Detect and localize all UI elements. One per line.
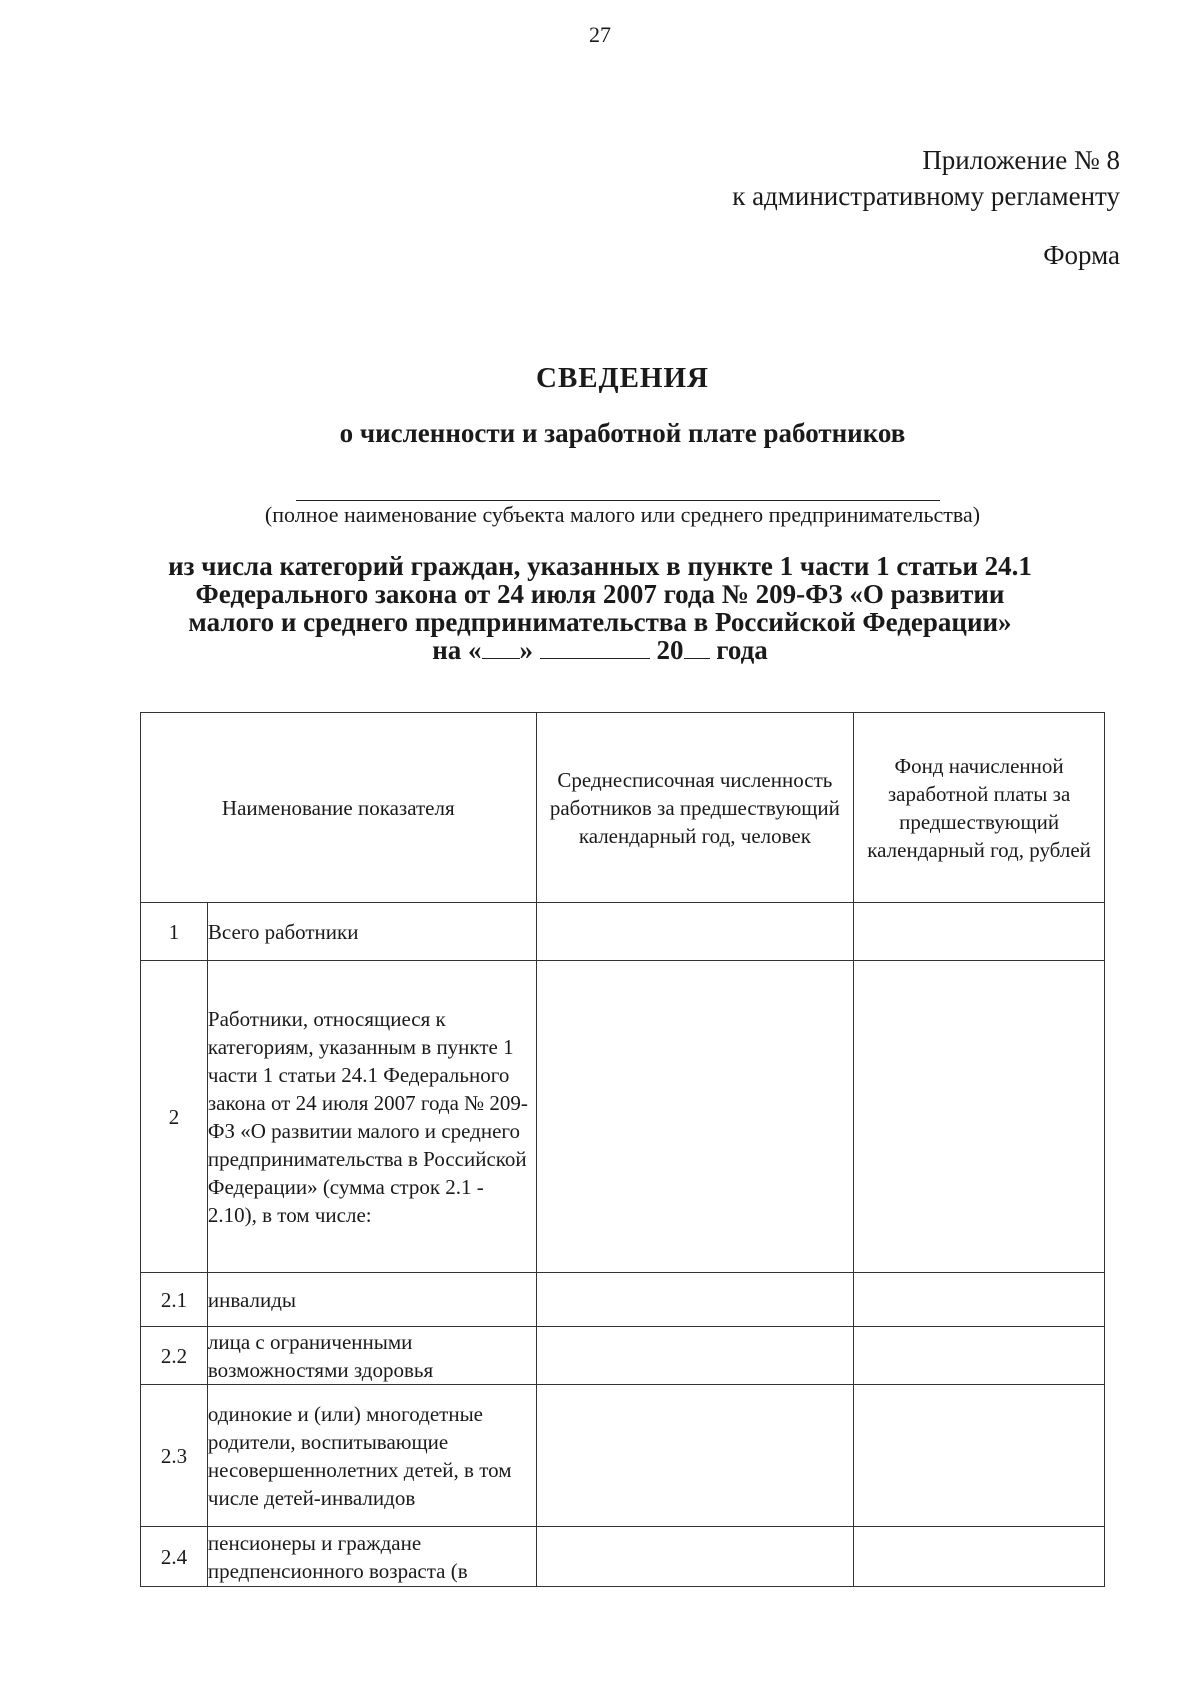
table-header-row <box>141 713 1105 903</box>
month-blank[interactable] <box>540 636 650 659</box>
heading-line-4 <box>150 636 1050 664</box>
appendix-reference: к административному регламенту <box>732 181 1120 211</box>
day-blank[interactable] <box>482 636 520 659</box>
appendix-header <box>732 142 1120 214</box>
row-label: инвалиды <box>207 1273 536 1327</box>
form-label: Форма <box>1043 240 1120 270</box>
year-prefix: 20 <box>656 635 684 665</box>
headcount-cell[interactable] <box>536 1273 854 1327</box>
table-row <box>141 1327 1105 1385</box>
row-label: Всего работники <box>207 903 536 961</box>
row-number: 2.1 <box>141 1273 208 1327</box>
row-number: 1 <box>141 903 208 961</box>
row-label: одинокие и (или) многодетные родители, воспитывающие несовершеннолетних детей, в том числе детей-инвалидов <box>207 1385 536 1527</box>
row-label: лица с ограниченными возможностями здоровья <box>207 1327 536 1385</box>
payroll-cell[interactable] <box>854 903 1105 961</box>
header-payroll-fund: Фонд начисленной заработной платы за предшествующий календарный год, рублей <box>854 713 1105 903</box>
page-number: 27 <box>589 22 611 47</box>
headcount-cell[interactable] <box>536 1527 854 1587</box>
appendix-number: Приложение № 8 <box>922 145 1120 175</box>
headcount-cell[interactable] <box>536 1327 854 1385</box>
payroll-cell[interactable] <box>854 1527 1105 1587</box>
headcount-cell[interactable] <box>536 961 854 1273</box>
table-row <box>141 1385 1105 1527</box>
table-row <box>141 903 1105 961</box>
table-row <box>141 1527 1105 1587</box>
organization-name-field[interactable] <box>296 500 940 501</box>
payroll-cell[interactable] <box>854 1385 1105 1527</box>
header-indicator-name: Наименование показателя <box>141 713 537 903</box>
organization-name-caption: (полное наименование субъекта малого или среднего предпринимательства) <box>264 502 981 527</box>
table-row <box>141 961 1105 1273</box>
year-word: года <box>716 635 768 665</box>
year-blank[interactable] <box>684 636 710 659</box>
payroll-cell[interactable] <box>854 961 1105 1273</box>
row-label: Работники, относящиеся к категориям, указанным в пункте 1 части 1 статьи 24.1 Федерального закона от 24 июля 2007 года № 209-ФЗ «О развитии малого и среднего предпринимательства в Российской Федерации» (сумма строк 2.1 - 2.10), в том числе: <box>207 961 536 1273</box>
document-title: СВЕДЕНИЯ <box>536 362 709 394</box>
row-number: 2.4 <box>141 1527 208 1587</box>
row-label: пенсионеры и граждане предпенсионного возраста (в <box>207 1527 536 1587</box>
payroll-cell[interactable] <box>854 1327 1105 1385</box>
headcount-cell[interactable] <box>536 1385 854 1527</box>
row-number: 2 <box>141 961 208 1273</box>
heading-line-2: Федерального закона от 24 июля 2007 года № 209-ФЗ «О развитии <box>195 579 1005 609</box>
report-heading <box>150 552 1050 664</box>
heading-line-3: малого и среднего предпринимательства в Российской Федерации» <box>188 607 1012 637</box>
date-quote-close: » <box>519 635 534 665</box>
document-subtitle: о численности и заработной плате работников <box>339 418 906 448</box>
heading-line-1: из числа категорий граждан, указанных в пункте 1 части 1 статьи 24.1 <box>168 551 1032 581</box>
data-table <box>140 712 1105 1587</box>
row-number: 2.3 <box>141 1385 208 1527</box>
header-average-headcount: Среднесписочная численность работников за предшествующий календарный год, человек <box>536 713 854 903</box>
table-row <box>141 1273 1105 1327</box>
date-prefix: на « <box>432 635 482 665</box>
row-number: 2.2 <box>141 1327 208 1385</box>
headcount-cell[interactable] <box>536 903 854 961</box>
payroll-cell[interactable] <box>854 1273 1105 1327</box>
